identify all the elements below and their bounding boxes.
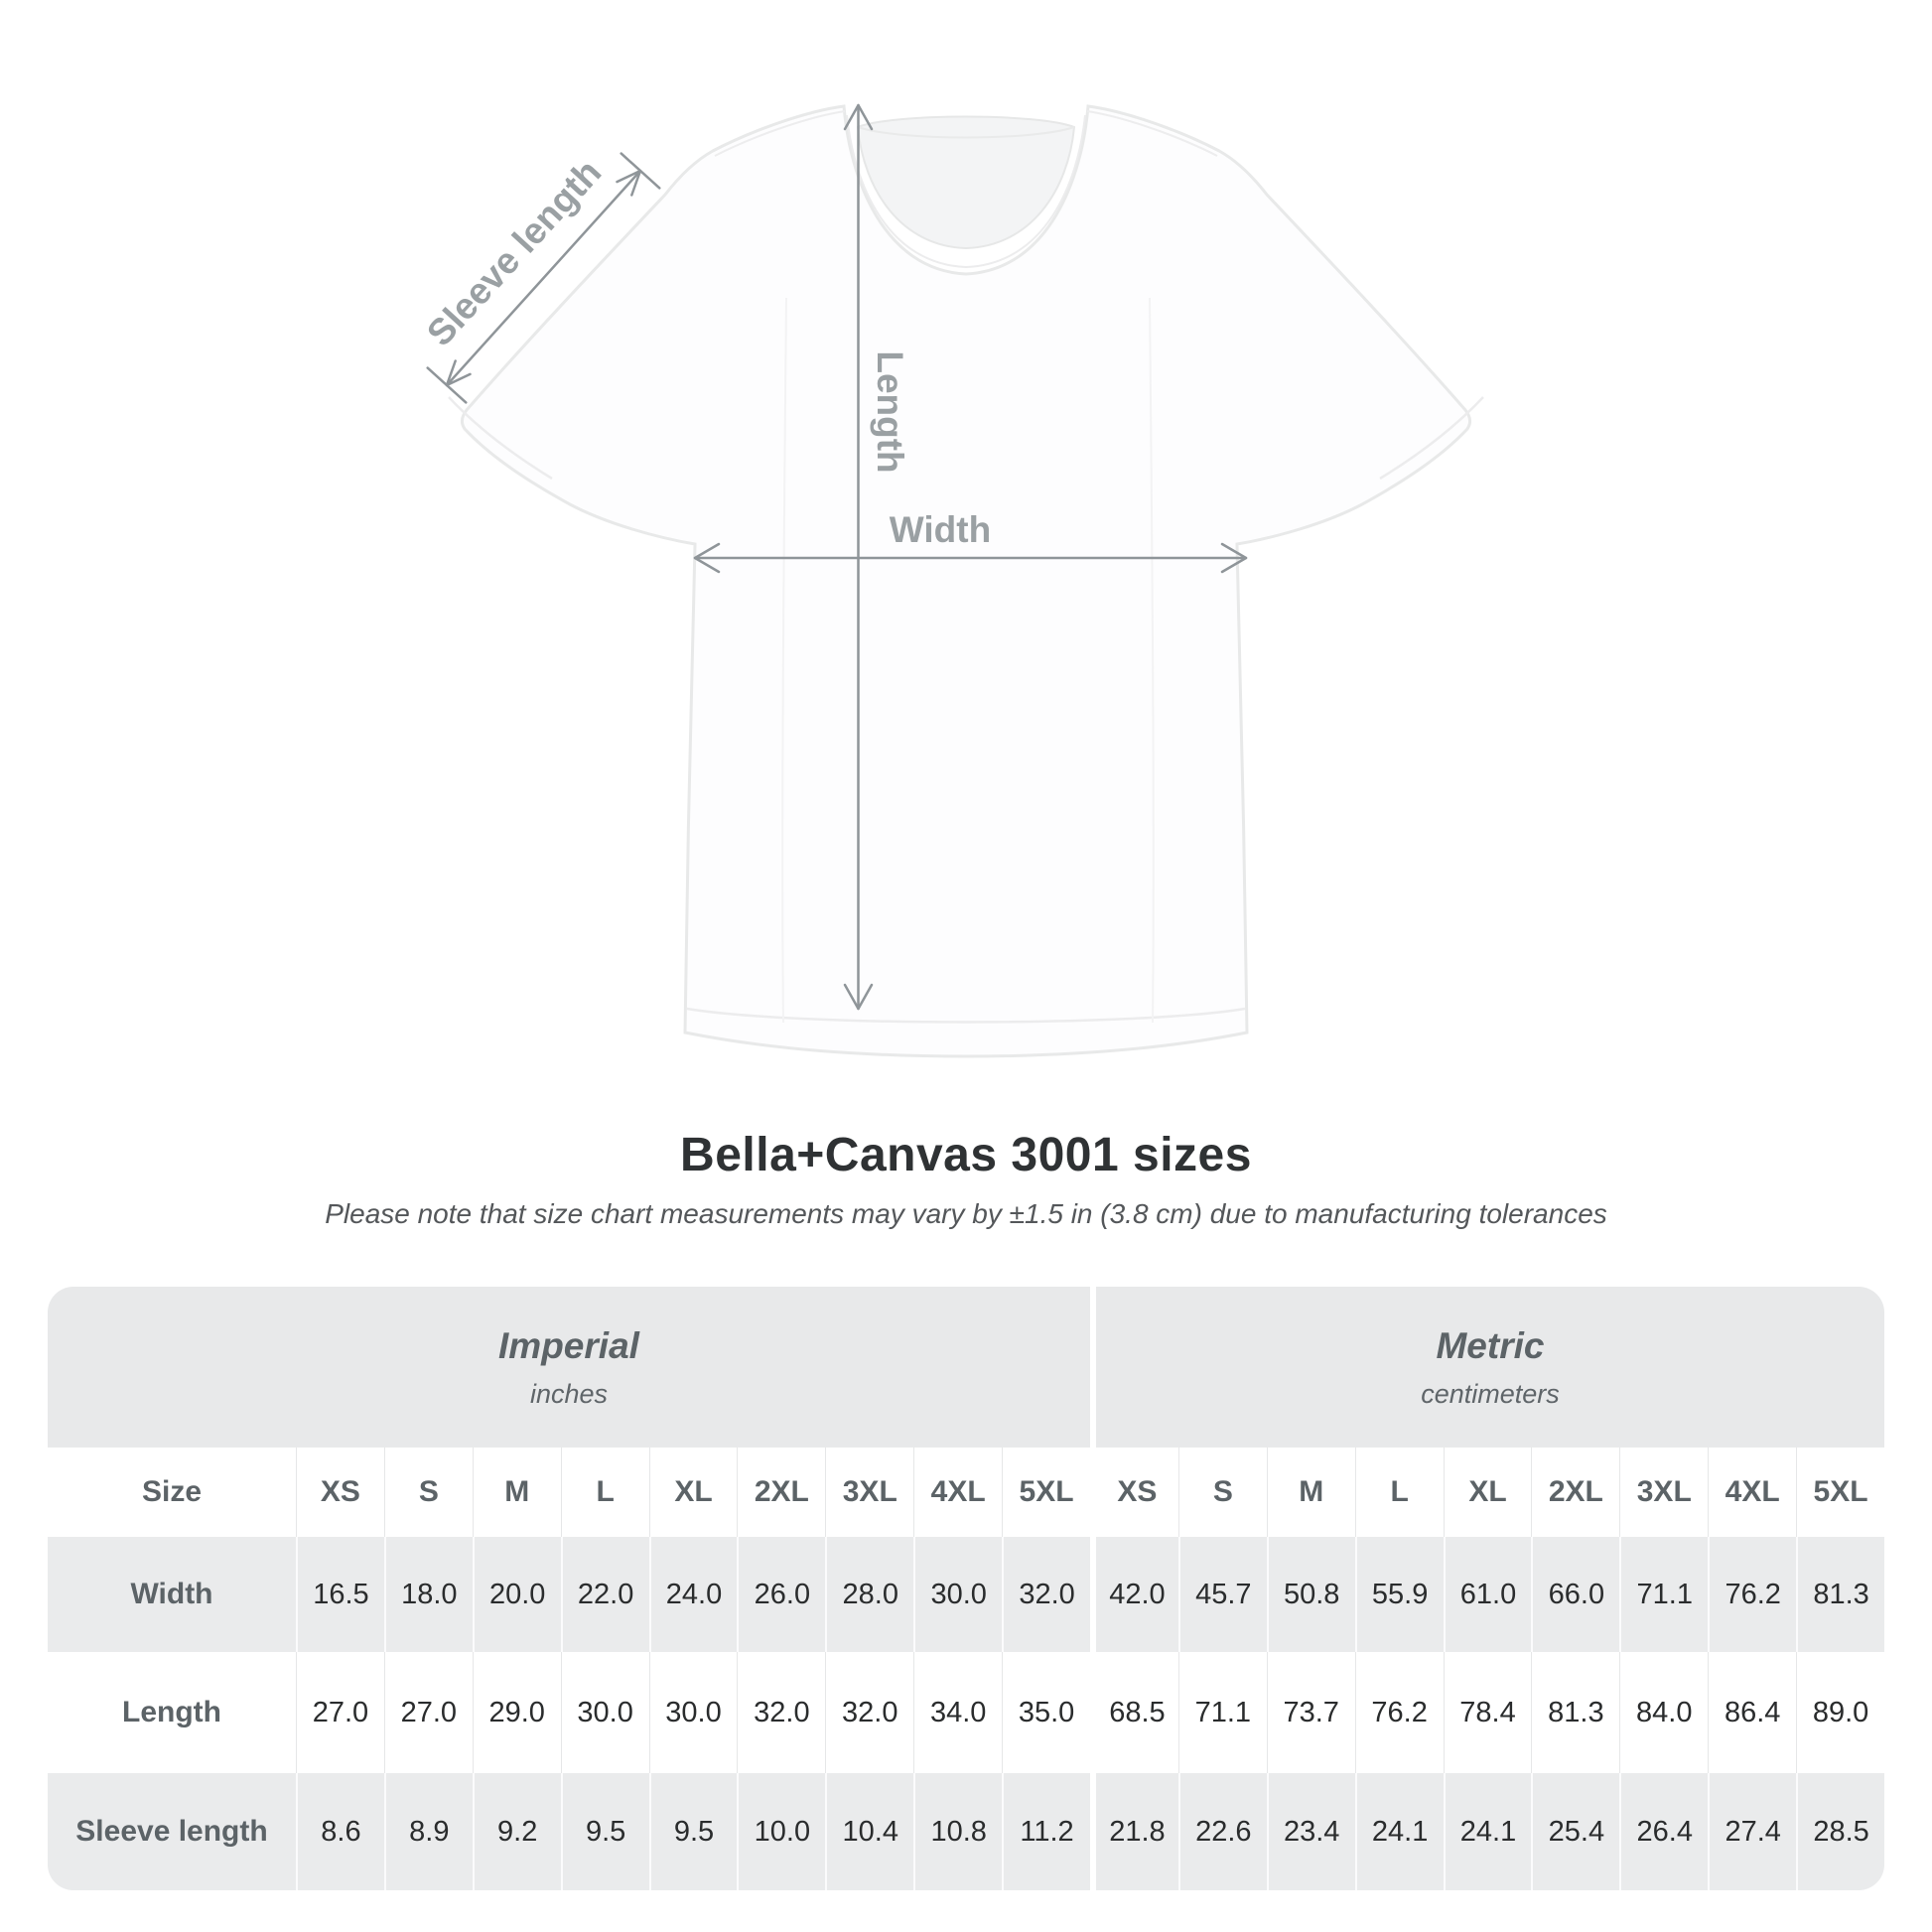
- table-cell: 9.5: [649, 1773, 738, 1890]
- table-cell: 26.0: [737, 1537, 825, 1652]
- size-column-header: 2XL: [737, 1448, 825, 1537]
- table-cell: 10.0: [737, 1773, 825, 1890]
- row-label: Length: [48, 1652, 296, 1773]
- size-column-header: 4XL: [1708, 1448, 1796, 1537]
- size-column-header: 2XL: [1531, 1448, 1619, 1537]
- table-cell: 66.0: [1531, 1537, 1619, 1652]
- size-column-header: S: [1178, 1448, 1267, 1537]
- size-column-header: 5XL: [1796, 1448, 1884, 1537]
- metric-band-unit: centimeters: [1421, 1378, 1560, 1409]
- width-label: Width: [889, 509, 992, 550]
- table-cell: 22.6: [1178, 1773, 1267, 1890]
- table-cell: 30.0: [913, 1537, 1002, 1652]
- sleeve-length-label: Sleeve length: [419, 151, 610, 354]
- corner-header: Size: [48, 1448, 296, 1537]
- table-cell: 24.0: [649, 1537, 738, 1652]
- size-column-header: S: [384, 1448, 473, 1537]
- table-cell: 81.3: [1531, 1652, 1619, 1773]
- table-cell: 89.0: [1796, 1652, 1884, 1773]
- table-cell: 55.9: [1355, 1537, 1444, 1652]
- table-cell: 86.4: [1708, 1652, 1796, 1773]
- table-cell: 9.2: [473, 1773, 561, 1890]
- table-cell: 10.8: [913, 1773, 1002, 1890]
- table-cell: 9.5: [561, 1773, 649, 1890]
- imperial-band-unit: inches: [529, 1378, 609, 1409]
- table-cell: 32.0: [1002, 1537, 1090, 1652]
- metric-band: [1090, 1287, 1884, 1448]
- table-cell: 71.1: [1178, 1652, 1267, 1773]
- size-column-header: XL: [649, 1448, 738, 1537]
- table-cell: 84.0: [1619, 1652, 1708, 1773]
- table-cell: 50.8: [1267, 1537, 1355, 1652]
- table-cell: 35.0: [1002, 1652, 1090, 1773]
- table-cell: 32.0: [825, 1652, 913, 1773]
- table-cell: 24.1: [1355, 1773, 1444, 1890]
- table-cell: 61.0: [1444, 1537, 1532, 1652]
- table-cell: 24.1: [1444, 1773, 1532, 1890]
- table-cell: 18.0: [384, 1537, 473, 1652]
- table-cell: 81.3: [1796, 1537, 1884, 1652]
- size-column-header: L: [561, 1448, 649, 1537]
- table-cell: 11.2: [1002, 1773, 1090, 1890]
- table-cell: 76.2: [1708, 1537, 1796, 1652]
- table-cell: 25.4: [1531, 1773, 1619, 1890]
- table-cell: 27.0: [384, 1652, 473, 1773]
- collar-opening: [858, 117, 1074, 249]
- table-cell: 21.8: [1090, 1773, 1178, 1890]
- table-cell: 27.4: [1708, 1773, 1796, 1890]
- table-cell: 8.6: [296, 1773, 384, 1890]
- table-cell: 45.7: [1178, 1537, 1267, 1652]
- size-column-header: XL: [1444, 1448, 1532, 1537]
- table-cell: 42.0: [1090, 1537, 1178, 1652]
- caption-block: [0, 1128, 1932, 1230]
- table-cell: 23.4: [1267, 1773, 1355, 1890]
- size-column-header: M: [473, 1448, 561, 1537]
- size-column-header: XS: [296, 1448, 384, 1537]
- table-cell: 10.4: [825, 1773, 913, 1890]
- imperial-band-title: Imperial: [498, 1324, 639, 1366]
- row-label: Width: [48, 1537, 296, 1652]
- row-label: Sleeve length: [48, 1773, 296, 1890]
- table-cell: 26.4: [1619, 1773, 1708, 1890]
- table-cell: 71.1: [1619, 1537, 1708, 1652]
- page-title: Bella+Canvas 3001 sizes: [680, 1129, 1252, 1181]
- length-label: Length: [870, 350, 910, 474]
- size-column-header: L: [1355, 1448, 1444, 1537]
- size-column-header: 3XL: [825, 1448, 913, 1537]
- table-cell: 68.5: [1090, 1652, 1178, 1773]
- tolerance-note: Please note that size chart measurements may vary by ±1.5 in (3.8 cm) due to manufacturing tolerances: [325, 1198, 1607, 1229]
- table-cell: 73.7: [1267, 1652, 1355, 1773]
- size-column-header: 3XL: [1619, 1448, 1708, 1537]
- size-column-header: M: [1267, 1448, 1355, 1537]
- table-cell: 29.0: [473, 1652, 561, 1773]
- table-cell: 28.0: [825, 1537, 913, 1652]
- table-cell: 32.0: [737, 1652, 825, 1773]
- table-cell: 22.0: [561, 1537, 649, 1652]
- size-column-header: 4XL: [913, 1448, 1002, 1537]
- size-table: [48, 1287, 1884, 1890]
- table-cell: 76.2: [1355, 1652, 1444, 1773]
- table-cell: 20.0: [473, 1537, 561, 1652]
- table-cell: 34.0: [913, 1652, 1002, 1773]
- size-column-header: XS: [1090, 1448, 1178, 1537]
- size-column-header: 5XL: [1002, 1448, 1090, 1537]
- metric-band-title: Metric: [1436, 1324, 1545, 1366]
- table-cell: 16.5: [296, 1537, 384, 1652]
- imperial-band: [48, 1287, 1090, 1448]
- table-cell: 27.0: [296, 1652, 384, 1773]
- table-cell: 30.0: [649, 1652, 738, 1773]
- table-cell: 30.0: [561, 1652, 649, 1773]
- table-cell: 78.4: [1444, 1652, 1532, 1773]
- table-cell: 28.5: [1796, 1773, 1884, 1890]
- table-cell: 8.9: [384, 1773, 473, 1890]
